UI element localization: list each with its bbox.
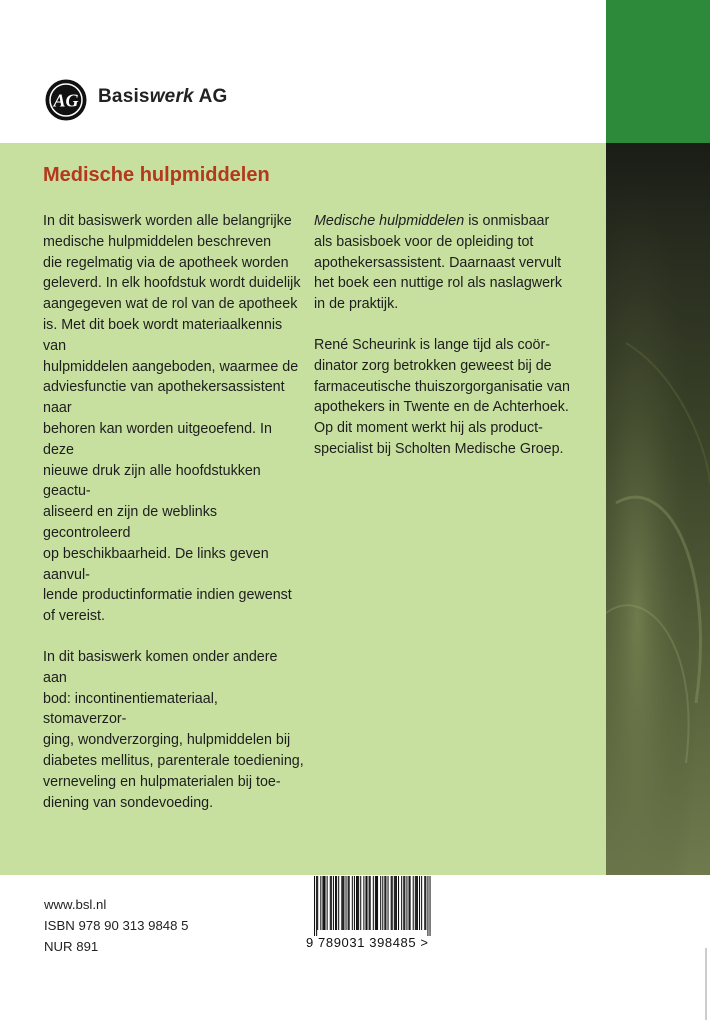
right-paragraph-1-text: is onmisbaar als basisboek voor de opleiding tot apothekersassistent. Daarnaast vervult het boek een nuttige rol als naslagwerk in de praktijk. [314, 213, 562, 313]
barcode-bar [317, 876, 318, 930]
barcode-bar [410, 876, 411, 930]
barcode-bar [394, 876, 395, 930]
barcode-bar [360, 876, 361, 930]
left-paragraph-1: In dit basiswerk worden alle belangrijke medische hulpmiddelen beschreven die regelmatig via de apotheek worden geleverd. In elk hoofdstuk wordt duidelijk aangegeven wat de rol van de apotheek is. Met dit boek wordt materiaalkennis van hulpmiddelen aangeboden, waarmee de adviesfunctie van apothekersassistent naar behoren kan worden uitgeoefend. In deze nieuwe druk zijn alle hoofdstukken geactu- aliseerd en zijn de weblinks gecontroleerd op beschikbaarheid. De links geven aanvul- lende productinformatie indien gewenst of vereist. [43, 213, 301, 625]
isbn-text: ISBN 978 90 313 9848 5 [44, 918, 189, 933]
brand-name-suffix: AG [193, 86, 228, 107]
barcode-bar [365, 876, 366, 930]
barcode-bar [380, 876, 381, 930]
right-paragraph-2: René Scheurink is lange tijd als coör- dinator zorg betrokken geweest bij de farmaceutische thuiszorgorganisatie van apothekers in Twente en de Achterhoek. Op dit moment werkt hij als product- specialist bij Scholten Medische Groep. [314, 336, 570, 457]
left-column [43, 211, 305, 813]
right-paragraph-1 [314, 211, 584, 315]
barcode-bar [342, 876, 343, 930]
barcode-bar [424, 876, 425, 930]
barcode-bar [327, 876, 328, 930]
barcode-bar [363, 876, 364, 930]
barcode-bar [370, 876, 371, 930]
barcode-bar [331, 876, 332, 930]
barcode-bar [338, 876, 339, 930]
barcode-bar [401, 876, 402, 930]
barcode-bar [373, 876, 374, 930]
barcode-bar [358, 876, 359, 930]
barcode-bar [367, 876, 368, 930]
barcode-bar [417, 876, 418, 930]
barcode-bar [419, 876, 420, 930]
barcode-bar [316, 876, 317, 936]
barcode-bar [388, 876, 389, 930]
barcode-bar [392, 876, 393, 930]
barcode-bar [335, 876, 336, 930]
barcode-bar [403, 876, 404, 930]
logo-letters: AG [53, 90, 79, 111]
spine-green-block [606, 0, 710, 143]
barcode-bar [396, 876, 397, 930]
nur-text: NUR 891 [44, 939, 99, 954]
barcode-bar [395, 876, 396, 930]
barcode-bar [323, 876, 324, 930]
barcode-bar [322, 876, 323, 930]
barcode-bar [377, 876, 378, 930]
spine-photo [606, 143, 710, 875]
ag-logo-icon [44, 78, 88, 122]
brand-name [98, 86, 228, 108]
barcode-bar [348, 876, 349, 930]
barcode-bar [320, 876, 321, 930]
barcode-bar [375, 876, 376, 930]
barcode-bar [385, 876, 386, 930]
right-column [314, 211, 584, 460]
barcode-bar [341, 876, 342, 930]
header-bar [0, 0, 606, 143]
publication-info [44, 894, 188, 957]
brand-name-regular: Basis [98, 86, 150, 107]
barcode-bar [325, 876, 326, 930]
barcode-bar [427, 876, 428, 936]
barcode-bar [336, 876, 337, 930]
brand-name-italic: werk [149, 86, 194, 107]
barcode-bar [425, 876, 426, 930]
page-title: Medische hulpmiddelen [43, 164, 270, 186]
barcode-bar [346, 876, 347, 930]
barcode-bar [376, 876, 377, 930]
website-link[interactable]: www.bsl.nl [44, 897, 107, 912]
barcode-bar [314, 876, 315, 936]
barcode-bar [404, 876, 405, 930]
barcode-bar [369, 876, 370, 930]
barcode-bar [421, 876, 422, 930]
barcode-bar [409, 876, 410, 930]
barcode-bar [357, 876, 358, 930]
barcode-bar [349, 876, 350, 930]
barcode-bar [333, 876, 334, 930]
barcode-bar [382, 876, 383, 930]
barcode-bar [356, 876, 357, 930]
barcode-bar [415, 876, 416, 930]
barcode-bar [354, 876, 355, 930]
barcode-bar [330, 876, 331, 930]
barcode-bar [413, 876, 414, 930]
barcode-bar [406, 876, 407, 930]
left-paragraph-2: In dit basiswerk komen onder andere aan bod: incontinentiemateriaal, stomaverzor- ging, wondverzorging, hulpmiddelen bij diabetes mellitus, parenterale toediening, verneveling en hulpmaterialen bij toe- diening van sondevoeding. [43, 648, 304, 811]
barcode-bar [416, 876, 417, 930]
spine-edge-line [705, 948, 707, 1020]
barcode-bar [398, 876, 399, 930]
barcode-bar [384, 876, 385, 930]
book-title-italic: Medische hulpmiddelen [314, 213, 465, 229]
barcode-bar [430, 876, 431, 936]
barcode-bar [352, 876, 353, 930]
barcode-bar [391, 876, 392, 930]
barcode-bar [343, 876, 344, 930]
barcode-digits: 9 789031 398485 > [306, 935, 429, 950]
